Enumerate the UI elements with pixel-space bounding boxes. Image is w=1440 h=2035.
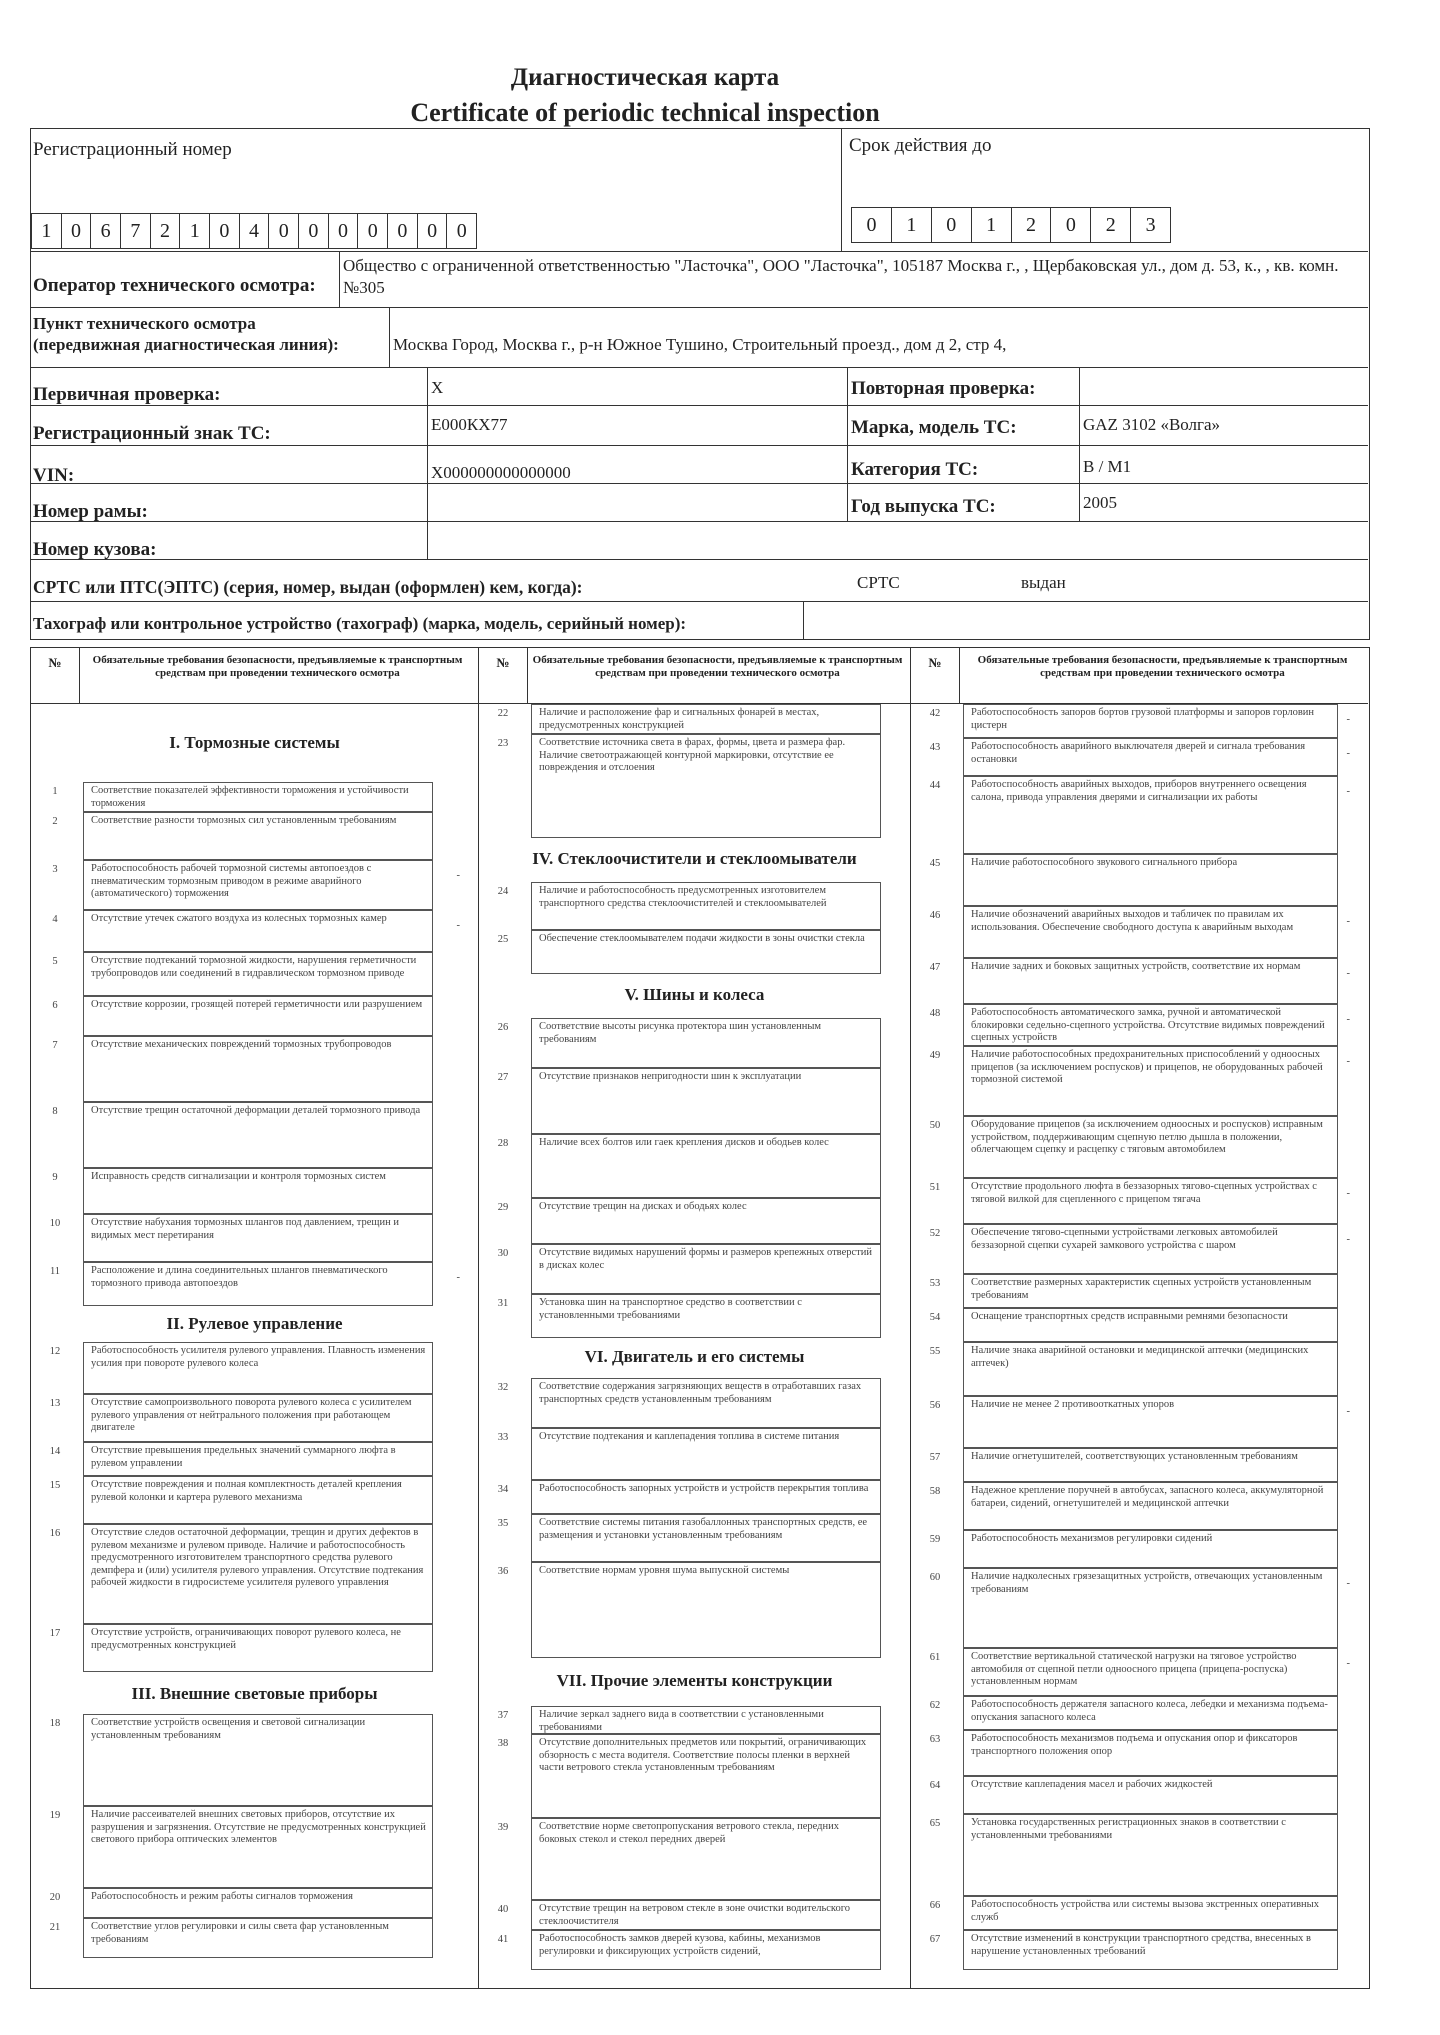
item-text: Отсутствие коррозии, грозящей потерей герметичности или разрушением	[91, 999, 423, 1010]
table-row	[911, 1224, 1368, 1274]
item-number: 48	[929, 1008, 941, 1019]
valid-digit: 0	[852, 208, 892, 242]
item-number: 27	[497, 1072, 509, 1083]
item-text: Обеспечение стеклоомывателем подачи жидкости в зоны очистки стекла	[539, 933, 865, 944]
item-number: 34	[497, 1484, 509, 1495]
table-row	[31, 1524, 478, 1624]
table-row	[911, 1396, 1368, 1448]
point-label-line1: Пункт технического осмотра	[33, 314, 256, 333]
result-mark: -	[456, 870, 460, 881]
table-column-left	[31, 648, 479, 1988]
item-text: Обеспечение тягово-сцепными устройствами легковых автомобилей беззазорной сцепки сухарей замкового устройства с шаром	[971, 1227, 1278, 1251]
model-label: Марка, модель ТС:	[851, 417, 1017, 438]
result-mark: -	[1346, 968, 1350, 979]
item-number: 31	[497, 1298, 509, 1309]
point-label	[33, 313, 339, 355]
item-number: 64	[929, 1780, 941, 1791]
reg-number-label: Регистрационный номер	[33, 139, 232, 160]
item-text: Отсутствие повреждения и полная комплектность деталей крепления рулевой колонки и картера рулевого механизма	[91, 1479, 402, 1503]
table-column-header	[911, 648, 1368, 704]
column-text-header: Обязательные требования безопасности, предъявляемые к транспортным средствам при проведении технического осмотра	[977, 654, 1348, 679]
item-number: 18	[49, 1718, 61, 1729]
table-row	[911, 1814, 1368, 1896]
item-number: 29	[497, 1202, 509, 1213]
item-text: Наличие обозначений аварийных выходов и табличек по правилам их использования. Обеспечение свободного доступа к аварийным выходам	[971, 909, 1294, 933]
table-row	[31, 1102, 478, 1168]
table-row	[911, 1776, 1368, 1814]
item-number: 56	[929, 1400, 941, 1411]
item-text: Отсутствие превышения предельных значений суммарного люфта в рулевом управлении	[91, 1445, 396, 1469]
item-text: Соответствие содержания загрязняющих веществ в отработавших газах транспортных средств установленным требованиям	[539, 1381, 862, 1405]
valid-digit: 3	[1145, 214, 1156, 236]
srts-value: СРТС	[857, 573, 900, 592]
table-row	[31, 910, 478, 952]
item-text: Соответствие норме светопропускания ветрового стекла, передних боковых стекол и стекол передних дверей	[539, 1821, 839, 1845]
item-text: Соответствие вертикальной статической нагрузки на тяговое устройство автомобиля от сцепной петли одноосного прицепа (прицепа-роспуска) установленным нормам	[971, 1651, 1297, 1687]
table-column-header	[479, 648, 910, 704]
result-mark: -	[1346, 1406, 1350, 1417]
item-number: 30	[497, 1248, 509, 1259]
item-number: 32	[497, 1382, 509, 1393]
requirements-table	[30, 647, 1370, 1989]
item-text: Работоспособность замков дверей кузова, кабины, механизмов регулировки и фиксирующих устройств сидений,	[539, 1933, 821, 1957]
column-text-header: Обязательные требования безопасности, предъявляемые к транспортным средствам при проведении технического осмотра	[532, 654, 903, 679]
table-row	[479, 1018, 910, 1068]
table-row	[479, 930, 910, 974]
reg-digit: 2	[151, 214, 181, 248]
repeat-label: Повторная проверка:	[851, 378, 1036, 399]
table-row	[479, 1134, 910, 1198]
item-text: Отсутствие видимых нарушений формы и размеров крепежных отверстий в дисках колес	[539, 1247, 872, 1271]
item-number: 53	[929, 1278, 941, 1289]
item-number: 44	[929, 780, 941, 791]
table-row	[479, 1244, 910, 1294]
item-text: Отсутствие каплепадения масел и рабочих жидкостей	[971, 1779, 1213, 1790]
table-row	[31, 1168, 478, 1214]
item-number: 60	[929, 1572, 941, 1583]
plate-value: Е000КХ77	[431, 415, 508, 434]
vin-label: VIN:	[33, 465, 75, 486]
valid-until-label: Срок действия до	[849, 135, 992, 156]
item-text: Наличие зеркал заднего вида в соответствии с установленными требованиями	[539, 1709, 824, 1733]
item-text: Отсутствие трещин остаточной деформации деталей тормозного привода	[91, 1105, 421, 1116]
reg-digit: 0	[329, 214, 359, 248]
plate-label: Регистрационный знак ТС:	[33, 423, 271, 444]
item-number: 4	[52, 914, 58, 925]
point-label-line2: (передвижная диагностическая линия):	[33, 335, 339, 354]
item-text: Отсутствие механических повреждений тормозных трубопроводов	[91, 1039, 392, 1050]
item-number: 11	[49, 1266, 61, 1277]
item-text: Отсутствие дополнительных предметов или покрытий, ограничивающих обзорность с места водителя. Соответствие полосы пленки в верхней части ветрового стекла установленным требованиям	[539, 1737, 867, 1773]
section-title: VII. Прочие элементы конструкции	[556, 1671, 833, 1690]
item-text: Отсутствие набухания тормозных шлангов под давлением, трещин и видимых мест перетирания	[91, 1217, 399, 1241]
item-number: 15	[49, 1480, 61, 1491]
table-row	[911, 1482, 1368, 1530]
reg-digit: 1	[180, 214, 210, 248]
year-label: Год выпуска ТС:	[851, 496, 996, 517]
item-text: Отсутствие следов остаточной деформации, трещин и других дефектов в рулевом механизме и рулевом приводе. Наличие и работоспособность предусмотренного изготовителем транспортного средства рулевого демпфера и (или) усилителя рулевого управления. Отсутствие подтекания рабочей жидкости в гидросистеме усилителя рулевого управления	[91, 1527, 424, 1588]
table-row	[911, 1896, 1368, 1930]
table-column-middle	[479, 648, 911, 1988]
item-number: 3	[52, 864, 58, 875]
table-row	[479, 1930, 910, 1970]
item-number: 2	[52, 816, 58, 827]
table-row	[31, 1476, 478, 1524]
valid-digit: 2	[1012, 208, 1052, 242]
item-text: Отсутствие трещин на ветровом стекле в зоне очистки водительского стеклоочистителя	[539, 1903, 851, 1927]
item-text: Работоспособность и режим работы сигналов торможения	[91, 1891, 353, 1902]
section-title: IV. Стеклоочистители и стеклоомыватели	[532, 849, 857, 868]
item-text: Наличие огнетушителей, соответствующих установленным требованиям	[971, 1451, 1298, 1462]
item-text: Надежное крепление поручней в автобусах, запасного колеса, аккумуляторной батареи, сидений, огнетушителей и медицинской аптечки	[971, 1485, 1324, 1509]
item-number: 33	[497, 1432, 509, 1443]
item-text: Наличие задних и боковых защитных устройств, соответствие их нормам	[971, 961, 1301, 972]
item-text: Отсутствие устройств, ограничивающих поворот рулевого колеса, не предусмотренных конструкцией	[91, 1627, 401, 1651]
item-text: Работоспособность устройства или системы вызова экстренных оперативных служб	[971, 1899, 1319, 1923]
result-mark: -	[456, 920, 460, 931]
header-block	[30, 128, 1370, 640]
table-row	[911, 854, 1368, 906]
item-number: 20	[49, 1892, 61, 1903]
result-mark: -	[1346, 1056, 1350, 1067]
column-text-header: Обязательные требования безопасности, предъявляемые к транспортным средствам при проведении технического осмотра	[92, 654, 463, 679]
item-text: Оборудование прицепов (за исключением одноосных и роспусков) исправным устройством, поддерживающим сцепную петлю дышла в положении, облегчающем сцепку и расцепку с тяговым автомобилем	[971, 1119, 1323, 1155]
item-text: Отсутствие подтекания и каплепадения топлива в системе питания	[539, 1431, 840, 1442]
table-row	[479, 1198, 910, 1244]
operator-value: Общество с ограниченной ответственностью "Ласточка", ООО "Ласточка", 105187 Москва г., , Щербаковская ул., дом д. 53, к., , кв. комн. №305	[343, 256, 1339, 297]
table-row	[31, 952, 478, 996]
item-text: Работоспособность держателя запасного колеса, лебедки и механизма подъема-опускания запасного колеса	[971, 1699, 1328, 1723]
item-text: Соответствие показателей эффективности торможения и устойчивости торможения	[91, 785, 409, 809]
item-number: 66	[929, 1900, 941, 1911]
table-row	[31, 1806, 478, 1888]
reg-digit: 4	[240, 214, 270, 248]
table-row	[31, 1918, 478, 1958]
reg-digit: 6	[91, 214, 121, 248]
item-number: 13	[49, 1398, 61, 1409]
vin-value: X000000000000000	[431, 463, 571, 482]
section-title: VI. Двигатель и его системы	[584, 1347, 805, 1366]
category-label: Категория ТС:	[851, 459, 979, 480]
table-row	[911, 1274, 1368, 1308]
column-num-header: №	[911, 648, 960, 704]
result-mark: -	[1346, 1014, 1350, 1025]
item-number: 17	[49, 1628, 61, 1639]
item-text: Работоспособность запоров бортов грузовой платформы и запоров горловин цистерн	[971, 707, 1315, 731]
item-text: Соответствие углов регулировки и силы света фар установленным требованиям	[91, 1921, 389, 1945]
item-text: Соответствие разности тормозных сил установленным требованиям	[91, 815, 397, 826]
result-mark: -	[1346, 714, 1350, 725]
table-row	[911, 1046, 1368, 1116]
valid-digit: 0	[932, 208, 972, 242]
reg-digit: 0	[388, 214, 418, 248]
result-mark: -	[1346, 916, 1350, 927]
table-row	[911, 1116, 1368, 1178]
item-text: Отсутствие самопроизвольного поворота рулевого колеса с усилителем рулевого управления от нейтрального положения при работающем двигателе	[91, 1397, 412, 1433]
reg-digit: 0	[62, 214, 92, 248]
item-text: Наличие работоспособного звукового сигнального прибора	[971, 857, 1238, 868]
item-number: 63	[929, 1734, 941, 1745]
item-number: 1	[52, 786, 58, 797]
item-number: 52	[929, 1228, 941, 1239]
table-row	[479, 1734, 910, 1818]
item-number: 36	[497, 1566, 509, 1577]
item-text: Работоспособность запорных устройств и устройств перекрытия топлива	[539, 1483, 869, 1494]
table-row	[479, 882, 910, 930]
table-row	[31, 860, 478, 910]
valid-digit: 1	[892, 208, 932, 242]
item-number: 21	[49, 1922, 61, 1933]
item-text: Работоспособность аварийных выходов, приборов внутреннего освещения салона, привода управления дверями и сигнализации их работы	[971, 779, 1307, 803]
reg-digit: 0	[299, 214, 329, 248]
reg-digit: 0	[269, 214, 299, 248]
reg-digit: 0	[456, 220, 467, 242]
item-text: Наличие рассеивателей внешних световых приборов, отсутствие их разрушения и загрязнения. Отсутствие не предусмотренных конструкцией светового прибора оптических элементов	[91, 1809, 426, 1845]
table-row	[911, 1178, 1368, 1224]
item-text: Работоспособность механизмов подъема и опускания опор и фиксаторов транспортного положения опор	[971, 1733, 1298, 1757]
item-number: 9	[52, 1172, 58, 1183]
item-number: 12	[49, 1346, 61, 1357]
table-row	[911, 958, 1368, 1004]
point-value: Москва Город, Москва г., р-н Южное Тушино, Строительный проезд., дом д 2, стр 4,	[393, 335, 1007, 354]
section-title: V. Шины и колеса	[624, 985, 765, 1004]
item-number: 43	[929, 742, 941, 753]
item-number: 39	[497, 1822, 509, 1833]
item-number: 58	[929, 1486, 941, 1497]
item-text: Наличие не менее 2 противооткатных упоров	[971, 1399, 1175, 1410]
item-text: Работоспособность автоматического замка, ручной и автоматической блокировки седельно-сцепного устройства. Отсутствие видимых повреждений сцепных устройств	[971, 1007, 1325, 1043]
table-row	[479, 1706, 910, 1734]
table-row	[911, 906, 1368, 958]
table-row	[31, 996, 478, 1036]
primary-label: Первичная проверка:	[33, 384, 221, 405]
title-en: Certificate of periodic technical inspection	[410, 98, 880, 127]
item-text: Наличие работоспособных предохранительных приспособлений у одноосных прицепов (за исключением роспусков) и прицепов, не оборудованных рабочей тормозной системой	[971, 1049, 1323, 1085]
item-number: 24	[497, 886, 509, 897]
table-column-right	[911, 648, 1368, 1988]
primary-value: X	[431, 378, 444, 397]
item-number: 23	[497, 738, 509, 749]
table-row	[479, 734, 910, 838]
item-text: Соответствие размерных характеристик сцепных устройств установленным требованиям	[971, 1277, 1312, 1301]
operator-label: Оператор технического осмотра:	[33, 275, 316, 296]
valid-digit: 1	[972, 208, 1012, 242]
item-number: 41	[497, 1934, 509, 1945]
table-row	[31, 1394, 478, 1442]
item-text: Наличие всех болтов или гаек крепления дисков и ободьев колес	[539, 1137, 829, 1148]
item-text: Оснащение транспортных средств исправными ремнями безопасности	[971, 1311, 1288, 1322]
table-column-header	[31, 648, 478, 704]
item-text: Работоспособность усилителя рулевого управления. Плавность изменения усилия при повороте рулевого колеса	[91, 1345, 426, 1369]
table-row	[911, 1342, 1368, 1396]
year-value: 2005	[1083, 493, 1117, 512]
item-text: Отсутствие трещин на дисках и ободьях колес	[539, 1201, 747, 1212]
reg-digit: 0	[418, 214, 448, 248]
item-text: Отсутствие признаков непригодности шин к эксплуатации	[539, 1071, 802, 1082]
srts-label: СРТС или ПТС(ЭПТС) (серия, номер, выдан (оформлен) кем, когда):	[33, 577, 583, 597]
table-row	[911, 1004, 1368, 1046]
result-mark: -	[1346, 786, 1350, 797]
item-number: 65	[929, 1818, 941, 1829]
table-row	[479, 704, 910, 734]
item-number: 54	[929, 1312, 941, 1323]
item-number: 55	[929, 1346, 941, 1357]
table-row	[31, 782, 478, 812]
result-mark: -	[456, 1272, 460, 1283]
valid-digit: 0	[1051, 208, 1091, 242]
result-mark: -	[1346, 748, 1350, 759]
table-row	[479, 1428, 910, 1480]
item-number: 61	[929, 1652, 941, 1663]
reg-digit: 0	[358, 214, 388, 248]
item-number: 38	[497, 1738, 509, 1749]
table-row	[479, 1900, 910, 1930]
item-number: 35	[497, 1518, 509, 1529]
valid-until-digits	[851, 207, 1171, 243]
item-number: 25	[497, 934, 509, 945]
table-row	[911, 776, 1368, 854]
item-text: Отсутствие утечек сжатого воздуха из колесных тормозных камер	[91, 913, 387, 924]
item-number: 14	[49, 1446, 61, 1457]
item-number: 47	[929, 962, 941, 973]
table-row	[911, 1648, 1368, 1696]
column-num-header: №	[479, 648, 528, 704]
item-number: 45	[929, 858, 941, 869]
item-number: 50	[929, 1120, 941, 1131]
section-title: I. Тормозные системы	[169, 733, 340, 752]
item-text: Соответствие устройств освещения и световой сигнализации установленным требованиям	[91, 1717, 366, 1741]
item-text: Работоспособность рабочей тормозной системы автопоездов с пневматическим тормозным приводом в режиме аварийного (автоматического) торможения	[91, 863, 372, 899]
section-title: III. Внешние световые приборы	[131, 1684, 378, 1703]
item-text: Установка государственных регистрационных знаков в соответствии с установленными требованиями	[971, 1817, 1286, 1841]
item-number: 46	[929, 910, 941, 921]
title-ru: Диагностическая карта	[510, 64, 780, 91]
table-row	[911, 1730, 1368, 1776]
table-row	[911, 1568, 1368, 1648]
item-number: 16	[49, 1528, 61, 1539]
table-row	[911, 1530, 1368, 1568]
item-number: 67	[929, 1934, 941, 1945]
item-number: 57	[929, 1452, 941, 1463]
item-text: Работоспособность аварийного выключателя дверей и сигнала требования остановки	[971, 741, 1306, 765]
table-row	[31, 1036, 478, 1102]
item-text: Наличие и расположение фар и сигнальных фонарей в местах, предусмотренных конструкцией	[539, 707, 820, 731]
item-text: Отсутствие подтеканий тормозной жидкости, нарушения герметичности трубопроводов или соединений в гидравлическом тормозном приводе	[91, 955, 417, 979]
table-row	[31, 1342, 478, 1394]
reg-digit: 0	[210, 214, 240, 248]
item-number: 37	[497, 1710, 509, 1721]
table-row	[479, 1378, 910, 1428]
item-number: 49	[929, 1050, 941, 1061]
item-number: 5	[52, 956, 58, 967]
item-text: Наличие знака аварийной остановки и медицинской аптечки (медицинских аптечек)	[971, 1345, 1309, 1369]
item-text: Соответствие системы питания газобаллонных транспортных средств, ее размещения и установки установленным требованиям	[539, 1517, 868, 1541]
table-row	[911, 704, 1368, 738]
table-row	[31, 1262, 478, 1306]
table-row	[31, 1888, 478, 1918]
item-number: 26	[497, 1022, 509, 1033]
table-row	[31, 1624, 478, 1672]
item-number: 7	[52, 1040, 58, 1051]
item-text: Установка шин на транспортное средство в соответствии с установленными требованиями	[539, 1297, 802, 1321]
item-number: 59	[929, 1534, 941, 1545]
item-number: 62	[929, 1700, 941, 1711]
item-number: 22	[497, 708, 509, 719]
item-number: 8	[52, 1106, 58, 1117]
result-mark: -	[1346, 1578, 1350, 1589]
table-row	[31, 1214, 478, 1262]
item-text: Соответствие нормам уровня шума выпускной системы	[539, 1565, 790, 1576]
table-row	[479, 1294, 910, 1338]
table-row	[911, 1696, 1368, 1730]
item-number: 10	[49, 1218, 61, 1229]
table-row	[911, 1308, 1368, 1342]
reg-digit: 7	[121, 214, 151, 248]
item-text: Расположение и длина соединительных шлангов пневматического тормозного привода автопоездов	[91, 1265, 388, 1289]
item-text: Отсутствие изменений в конструкции транспортного средства, внесенных в нарушение установленных требований	[971, 1933, 1312, 1957]
section-title: II. Рулевое управление	[166, 1314, 343, 1333]
frame-label: Номер рамы:	[33, 501, 148, 522]
column-num-header: №	[31, 648, 80, 704]
item-number: 51	[929, 1182, 941, 1193]
item-text: Отсутствие продольного люфта в беззазорных тягово-сцепных устройствах с тяговой вилкой для сцепленного с прицепом тягача	[971, 1181, 1317, 1205]
table-row	[479, 1562, 910, 1658]
tacho-label: Тахограф или контрольное устройство (тахограф) (марка, модель, серийный номер):	[33, 614, 687, 633]
reg-digit: 1	[32, 214, 62, 248]
valid-digit: 2	[1091, 208, 1131, 242]
table-row	[911, 1930, 1368, 1970]
table-row	[479, 1818, 910, 1900]
item-number: 6	[52, 1000, 58, 1011]
table-row	[31, 812, 478, 860]
category-value: B / M1	[1083, 457, 1132, 476]
item-text: Исправность средств сигнализации и контроля тормозных систем	[91, 1171, 386, 1182]
reg-number-digits	[31, 213, 477, 249]
item-text: Наличие и работоспособность предусмотренных изготовителем транспортного средства стеклоочистителей и стеклоомывателей	[539, 885, 827, 909]
item-number: 28	[497, 1138, 509, 1149]
item-number: 42	[929, 708, 941, 719]
table-row	[479, 1480, 910, 1514]
table-row	[31, 1442, 478, 1476]
table-row	[911, 738, 1368, 776]
model-value: GAZ 3102 «Волга»	[1083, 415, 1221, 434]
srts-issued: выдан	[1021, 573, 1066, 592]
result-mark: -	[1346, 1658, 1350, 1669]
item-text: Работоспособность механизмов регулировки сидений	[971, 1533, 1213, 1544]
item-number: 19	[49, 1810, 61, 1821]
result-mark: -	[1346, 1234, 1350, 1245]
table-row	[479, 1514, 910, 1562]
table-row	[31, 1714, 478, 1806]
result-mark: -	[1346, 1188, 1350, 1199]
table-row	[911, 1448, 1368, 1482]
body-label: Номер кузова:	[33, 539, 157, 560]
item-number: 40	[497, 1904, 509, 1915]
item-text: Наличие надколесных грязезащитных устройств, отвечающих установленным требованиям	[971, 1571, 1323, 1595]
item-text: Соответствие источника света в фарах, формы, цвета и размера фар. Наличие светоотражающей контурной маркировки, отсутствие ее повреждения и отслоения	[539, 737, 846, 773]
item-text: Соответствие высоты рисунка протектора шин установленным требованиям	[539, 1021, 822, 1045]
table-row	[479, 1068, 910, 1134]
